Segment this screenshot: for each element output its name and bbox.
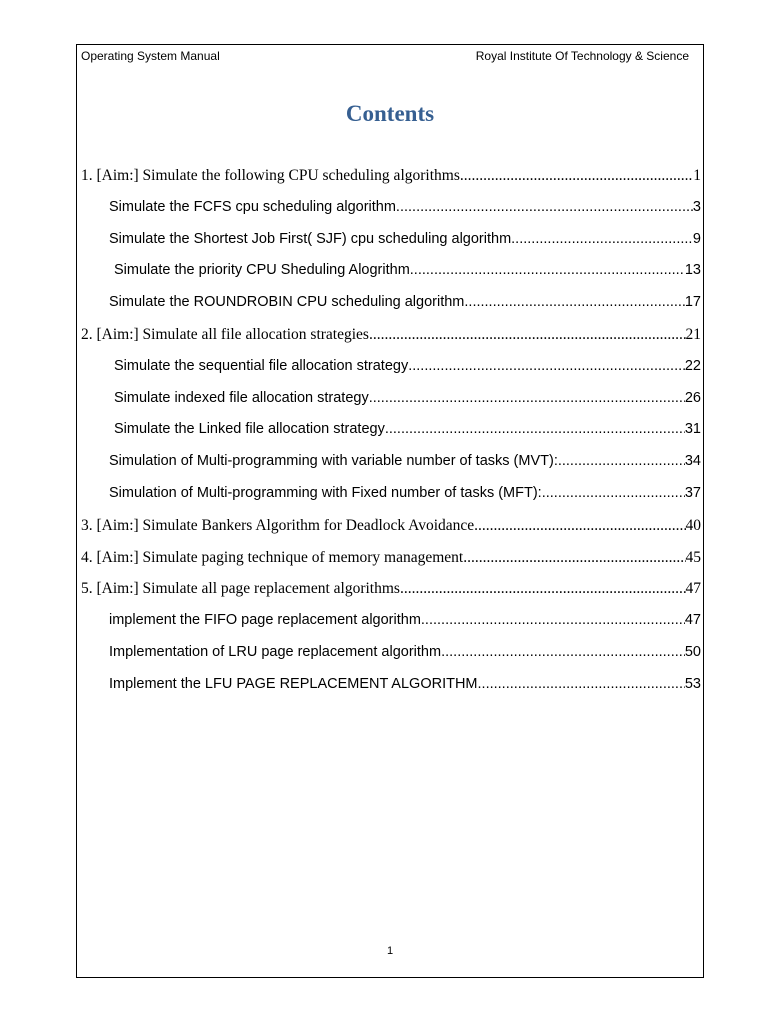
toc-entry[interactable] <box>109 676 701 698</box>
toc-entry[interactable] <box>109 644 701 666</box>
toc-entry-page-number: 45 <box>685 548 701 566</box>
toc-entry[interactable] <box>81 167 701 189</box>
header-right-text: Royal Institute Of Technology & Science <box>475 49 689 63</box>
toc-entry-page-number: 31 <box>684 421 701 438</box>
toc-entry-page-number: 34 <box>684 453 701 470</box>
toc-entry-label: 5. [Aim:] Simulate all page replacement algorithms <box>81 580 400 598</box>
toc-entry-label: Simulate the Shortest Job First( SJF) cpu scheduling algorithm <box>109 230 512 247</box>
toc-entry[interactable] <box>109 231 701 253</box>
toc-dot-leader <box>463 549 685 567</box>
toc-dot-leader <box>511 231 693 247</box>
toc-dot-leader <box>478 676 685 692</box>
toc-entry-label: Simulate the FCFS cpu scheduling algorithm <box>109 198 396 215</box>
toc-entry-label: 4. [Aim:] Simulate paging technique of memory management <box>81 548 464 566</box>
toc-dot-leader <box>369 326 686 344</box>
toc-entry-page-number: 47 <box>684 612 701 629</box>
toc-entry-label: Implement the LFU PAGE REPLACEMENT ALGORITHM <box>109 675 478 692</box>
toc-dot-leader <box>558 453 685 469</box>
toc-entry[interactable] <box>81 580 701 602</box>
header-left-text: Operating System Manual <box>81 49 220 63</box>
toc-entry[interactable] <box>109 485 701 507</box>
toc-entry[interactable] <box>109 199 701 221</box>
toc-entry-page-number: 17 <box>684 294 701 311</box>
toc-entry-page-number: 1 <box>693 167 701 184</box>
toc-entry-page-number: 40 <box>685 516 701 534</box>
toc-entry-page-number: 53 <box>684 675 701 692</box>
toc-dot-leader <box>408 358 685 374</box>
document-page <box>76 44 704 978</box>
toc-entry-label: 3. [Aim:] Simulate Bankers Algorithm for Deadlock Avoidance <box>81 516 475 534</box>
toc-entry-page-number: 47 <box>685 580 701 598</box>
toc-entry-label: Simulate the ROUNDROBIN CPU scheduling algorithm <box>109 294 465 311</box>
toc-dot-leader <box>441 644 685 660</box>
toc-entry[interactable] <box>114 390 701 412</box>
toc-entry[interactable] <box>81 549 701 571</box>
toc-entry-page-number: 21 <box>685 326 701 343</box>
toc-entry-page-number: 26 <box>684 389 701 406</box>
page-header <box>81 49 689 65</box>
toc-entry-page-number: 37 <box>684 485 701 501</box>
toc-entry-label: Simulation of Multi-programming with Fixed number of tasks (MFT): <box>109 485 542 501</box>
toc-dot-leader <box>542 485 685 501</box>
toc-entry-label: implement the FIFO page replacement algorithm <box>109 612 421 629</box>
toc-dot-leader <box>396 199 693 215</box>
toc-entry[interactable] <box>81 326 701 348</box>
toc-dot-leader <box>464 294 684 310</box>
toc-entry-label: Simulate the Linked file allocation strategy <box>114 421 385 438</box>
toc-entry-page-number: 22 <box>684 357 701 374</box>
toc-entry[interactable] <box>81 517 701 539</box>
toc-entry-label: Simulate the sequential file allocation strategy <box>114 357 409 374</box>
toc-dot-leader <box>410 262 685 278</box>
toc-entry-label: Simulate indexed file allocation strategy <box>114 389 369 406</box>
page-number: 1 <box>386 945 394 957</box>
toc-entry[interactable] <box>109 453 701 475</box>
toc-entry-page-number: 3 <box>692 198 701 215</box>
toc-entry-label: Simulate the priority CPU Sheduling Alogrithm <box>114 262 410 279</box>
toc-dot-leader <box>400 580 686 598</box>
toc-entry-page-number: 13 <box>684 262 701 279</box>
toc-dot-leader <box>385 421 685 437</box>
toc-entry-page-number: 50 <box>684 644 701 660</box>
toc-entry[interactable] <box>109 612 701 634</box>
toc-entry-label: Implementation of LRU page replacement algorithm <box>109 644 442 660</box>
toc-entry[interactable] <box>109 294 701 316</box>
toc-entry-page-number: 9 <box>692 230 701 247</box>
toc-entry-label: 2. [Aim:] Simulate all file allocation strategies <box>81 326 369 343</box>
toc-dot-leader <box>460 167 693 185</box>
toc-entry-label: Simulation of Multi-programming with variable number of tasks (MVT): <box>109 453 558 470</box>
toc-dot-leader <box>421 612 685 628</box>
toc-entry[interactable] <box>114 421 701 443</box>
toc-entry[interactable] <box>114 358 701 380</box>
contents-title: Contents <box>345 101 435 126</box>
toc-dot-leader <box>369 390 685 406</box>
toc-entry[interactable] <box>114 262 701 284</box>
toc-entry-label: 1. [Aim:] Simulate the following CPU scheduling algorithms <box>81 167 460 184</box>
toc-dot-leader <box>474 517 685 535</box>
